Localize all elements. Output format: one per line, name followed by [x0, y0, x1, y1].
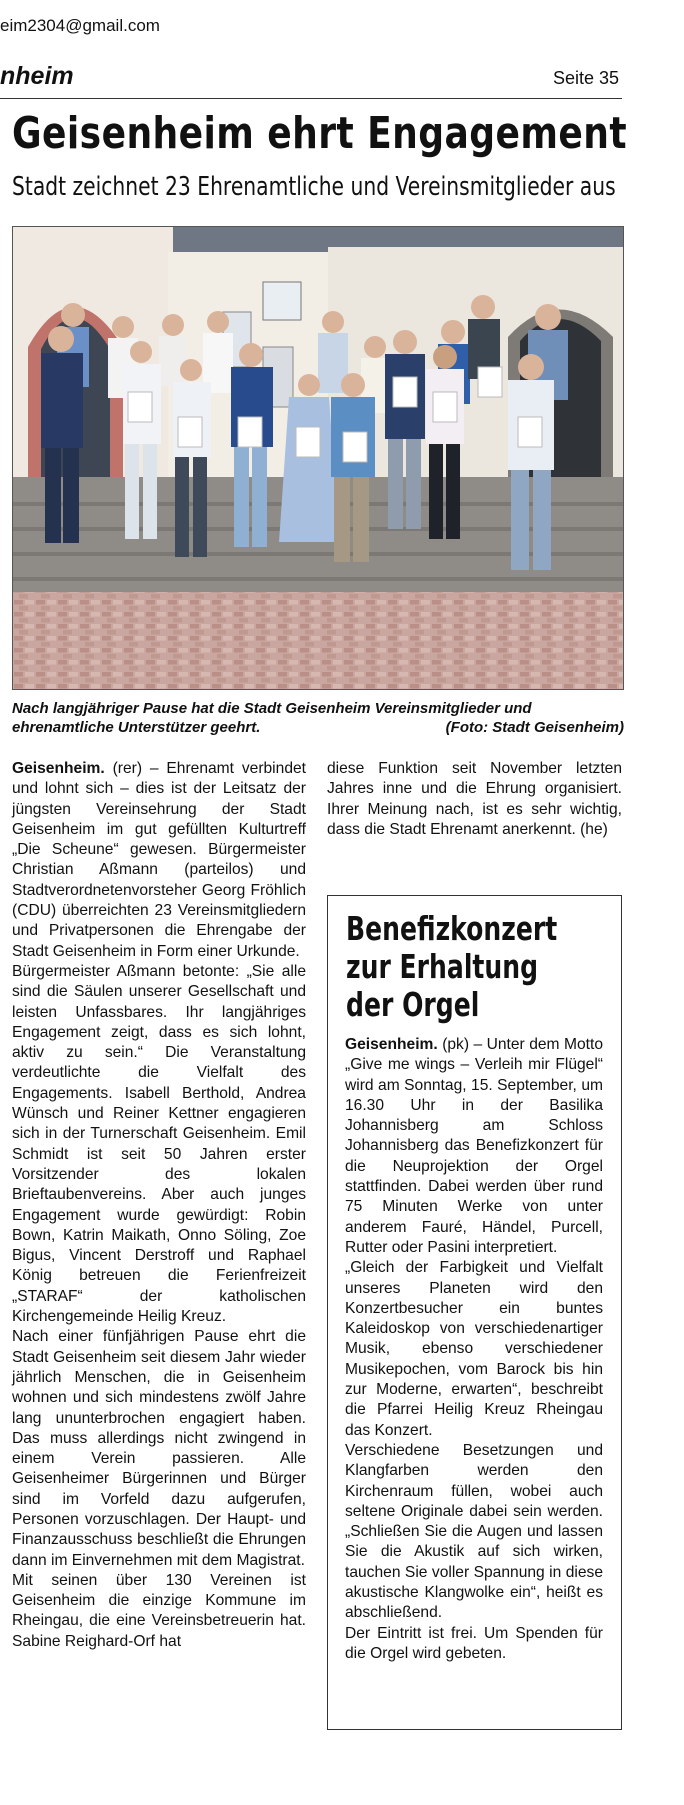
box-title — [346, 910, 557, 1024]
sidebar-box-benefizkonzert — [327, 895, 622, 1730]
box-title-line: der Orgel — [346, 985, 480, 1024]
dateline: Geisenheim. — [12, 760, 105, 777]
box-title-line: zur Erhaltung — [346, 947, 539, 986]
box-paragraph: Verschiedene Besetzungen und Klangfarben werden den Kirchenraum füllen, wobei auch seltene Originale dabei sein werden. „Schließen Sie die Augen und lassen Sie die Akustik auf sich wirken, tauchen Sie voller Spannung in diese akustische Klangwolke ein“, heißt es abschließend. — [345, 1441, 603, 1622]
box-paragraph: „Gleich der Farbigkeit und Vielfalt unseres Planeten wird den Konzertbesucher ein buntes Kaleidoskop von verschiedenartiger Musik, ebenso verschiedener Musikepochen, vom Barock bis hin zur Moderne, erwarten“, beschreibt die Pfarrei Heilig Kreuz Rheingau das Konzert. — [345, 1259, 603, 1439]
email-header: eim2304@gmail.com — [0, 16, 160, 35]
article-paragraph: Bürgermeister Aßmann betonte: „Sie alle sind die Säulen unserer Gesellschaft und leisten Unfassbares. Ihr langjähriges Engagement zeigt, dass es sich lohnt, aktiv zu sein.“ Die Veranstaltung verdeutlichte die Vielfalt des Engagements. Isabell Berthold, Andrea Wünsch und Reiner Kettner engagieren sich in der Turnerschaft Geisenheim. Emil Schmidt ist seit 50 Jahren erster Vorsitzender des lokalen Brieftaubenvereins. Aber auch junges Engagement wurde gewürdigt: Robin Bown, Katrin Maikath, Onno Söling, Zoe Bigus, Vincent Derstroff und Raphael König betreuen die Ferienfreizeit „STARAF“ der katholischen Kirchengemeinde Heilig Kreuz. — [12, 962, 306, 1326]
header-divider — [0, 98, 622, 99]
article-paragraph — [12, 759, 306, 962]
page-number: Seite 35 — [553, 68, 620, 88]
article-paragraph: diese Funktion seit November letzten Jahres inne und die Ehrung organisiert. Ihrer Meinung nach, ist es sehr wichtig, dass die Stadt Ehrenamt anerkennt. (he) — [327, 760, 622, 838]
paragraph-text: (pk) – Unter dem Motto „Give me wings – Verleih mir Flügel“ wird am Sonntag, 15. September, um 16.30 Uhr in der Basilika Johannisberg am Schloss Johannisberg das Benefizkonzert für die Neuprojektion der Orgel stattfinden. Dabei werden über rund 75 Minuten Werke von unter anderem Fauré, Händel, Purcell, Rutter oder Pasini interpretiert. — [345, 1036, 603, 1256]
article-paragraph: Mit seinen über 130 Vereinen ist Geisenheim die einzige Kommune im Rheingau, die eine Vereinsbetreuerin hat. Sabine Reighard-Orf hat — [12, 1571, 306, 1650]
group-photo-illustration — [13, 227, 623, 689]
box-body — [345, 1035, 603, 1664]
paragraph-text: (rer) – Ehrenamt verbindet und lohnt sich – dies ist der Leitsatz der jüngsten Vereinsehrung der Stadt Geisenheim im gut gefüllten Kulturtreff „Die Scheune“ gewesen. Bürgermeister Christian Aßmann (parteilos) und Stadtverordnetenvorsteher Georg Fröhlich (CDU) überreichten 23 Vereinsmitgliedern und Privatpersonen die Ehrengabe der Stadt Geisenheim in Form einer Urkunde. — [12, 760, 306, 960]
group-photo — [12, 226, 624, 690]
caption-text: Nach langjähriger Pause hat die Stadt Geisenheim Vereinsmitglieder und ehrenamtliche Unterstützer geehrt. — [12, 700, 532, 736]
photo-caption — [12, 699, 624, 737]
box-paragraph — [345, 1035, 603, 1258]
article-subheadline: Stadt zeichnet 23 Ehrenamtliche und Vereinsmitglieder aus — [12, 172, 616, 202]
box-dateline: Geisenheim. — [345, 1036, 438, 1053]
article-column-2 — [327, 759, 622, 840]
article-paragraph: Nach einer fünfjährigen Pause ehrt die Stadt Geisenheim seit diesem Jahr wieder jährlich Menschen, die in Geisenheim wohnen und sich mindestens zwölf Jahre lang ununterbrochen engagiert haben. Das muss allerdings nicht zwingend in einem Verein passieren. Alle Geisenheimer Bürgerinnen und Bürger sind im Vorfeld dazu aufgerufen, Personen vorzuschlagen. Der Haupt- und Finanzausschuss beschließt die Ehrungen dann im Einvernehmen mit dem Magistrat. — [12, 1328, 306, 1569]
photo-credit: (Foto: Stadt Geisenheim) — [445, 719, 624, 736]
box-title-line: Benefizkonzert — [346, 909, 558, 948]
article-column-1 — [12, 759, 306, 1652]
article-headline: Geisenheim ehrt Engagement — [12, 108, 627, 159]
box-paragraph: Der Eintritt ist frei. Um Spenden für die Orgel wird gebeten. — [345, 1624, 603, 1662]
section-place-name: nheim — [0, 62, 74, 90]
